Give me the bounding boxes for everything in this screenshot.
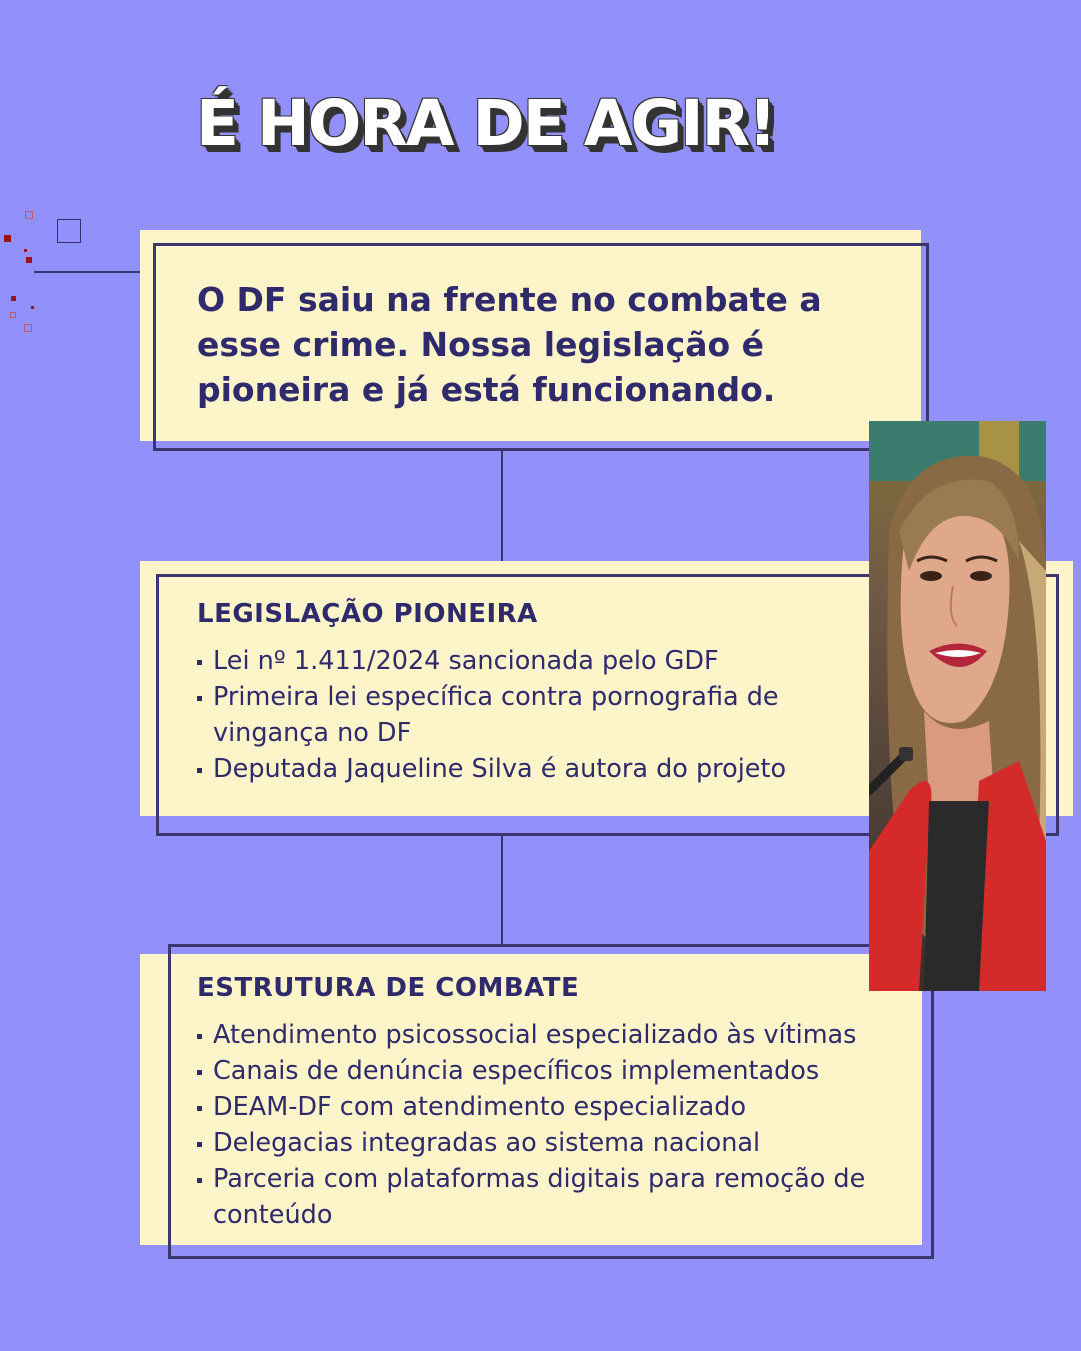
intro-text: O DF saiu na frente no combate a esse crime. Nossa legislação é pioneira e já está funcionando.	[197, 280, 822, 409]
list-item: Parceria com plataformas digitais para remoção de conteúdo	[197, 1161, 897, 1233]
list-item: Deputada Jaqueline Silva é autora do projeto	[197, 751, 837, 787]
connector-line	[501, 834, 503, 946]
list-item: Primeira lei específica contra pornografia de vingança no DF	[197, 679, 837, 751]
speaker-photo	[869, 421, 1046, 991]
decor-square-tiny	[10, 312, 16, 318]
decor-square-red	[31, 306, 34, 309]
decor-square-outline	[57, 219, 81, 243]
list-item: Canais de denúncia específicos implementados	[197, 1053, 897, 1089]
legislacao-heading: LEGISLAÇÃO PIONEIRA	[197, 599, 538, 629]
list-item: Delegacias integradas ao sistema nacional	[197, 1125, 897, 1161]
decor-square-red	[26, 257, 32, 263]
estrutura-heading: ESTRUTURA DE COMBATE	[197, 973, 580, 1003]
decor-square-red	[4, 235, 11, 242]
list-item: DEAM-DF com atendimento especializado	[197, 1089, 897, 1125]
decor-square-tiny	[24, 324, 32, 332]
decor-square-red	[24, 249, 27, 252]
list-item: Atendimento psicossocial especializado às vítimas	[197, 1017, 897, 1053]
decor-square-red	[11, 296, 16, 301]
list-item: Lei nº 1.411/2024 sancionada pelo GDF	[197, 643, 837, 679]
connector-line	[501, 449, 503, 575]
decor-square-tiny	[25, 211, 33, 219]
estrutura-list	[197, 1017, 897, 1233]
legislacao-list	[197, 643, 837, 787]
connector-line	[34, 271, 156, 273]
page-title: É HORA DE AGIR!	[196, 87, 775, 160]
